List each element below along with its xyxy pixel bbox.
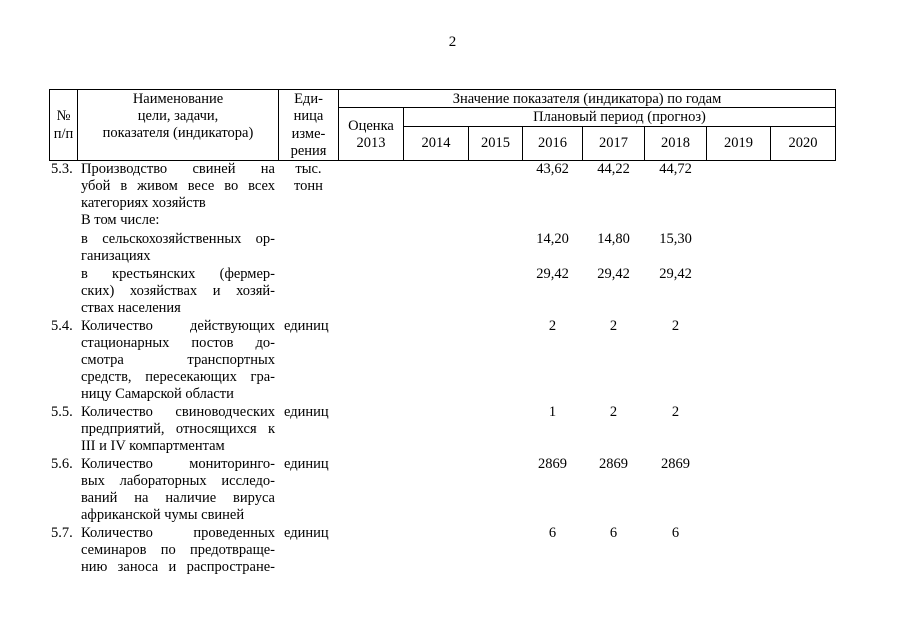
header-unit-line: рения bbox=[290, 143, 327, 159]
page-number: 2 bbox=[448, 34, 457, 50]
value-2017: 2869 bbox=[599, 456, 628, 472]
row-name-line: вых лабораторных исследо- bbox=[81, 473, 275, 489]
value-2018: 2 bbox=[671, 404, 680, 420]
value-2018: 15,30 bbox=[659, 231, 692, 247]
header-year: 2017 bbox=[599, 135, 628, 151]
value-2017: 29,42 bbox=[597, 266, 630, 282]
row-number: 5.4. bbox=[51, 318, 73, 334]
header-year: 2015 bbox=[481, 135, 510, 151]
row-name-line: Количество мониторинго- bbox=[81, 456, 275, 472]
row-name-line: африканской чумы свиней bbox=[81, 507, 245, 523]
row-unit: единиц bbox=[284, 318, 329, 334]
value-2018: 29,42 bbox=[659, 266, 692, 282]
value-2017: 2 bbox=[609, 318, 618, 334]
header-name-line: показателя (индикатора) bbox=[102, 125, 254, 141]
header-name-line: Наименование bbox=[132, 91, 224, 107]
row-name-line: В том числе: bbox=[81, 212, 160, 228]
header-values-title: Значение показателя (индикатора) по годам bbox=[452, 91, 722, 107]
row-name-line: Производство свиней на bbox=[81, 161, 275, 177]
header-unit-line: ница bbox=[293, 108, 324, 124]
row-name-line: в крестьянских (фермер- bbox=[81, 266, 275, 282]
header-year: 2018 bbox=[661, 135, 690, 151]
value-2017: 14,80 bbox=[597, 231, 630, 247]
header-estimate-line: Оценка bbox=[348, 118, 394, 134]
header-year: 2014 bbox=[421, 135, 451, 151]
value-2016: 2869 bbox=[538, 456, 567, 472]
row-name-line: ваний на наличие вируса bbox=[81, 490, 275, 506]
header-estimate-line: 2013 bbox=[356, 135, 386, 151]
header-num-line: № bbox=[56, 108, 71, 124]
row-name-line: стационарных постов до- bbox=[81, 335, 275, 351]
row-name-line: III и IV компартментам bbox=[81, 438, 225, 454]
row-name-line: категориях хозяйств bbox=[81, 195, 206, 211]
row-name-line: в сельскохозяйственных ор- bbox=[81, 231, 275, 247]
row-unit: единиц bbox=[284, 404, 329, 420]
value-2018: 6 bbox=[671, 525, 680, 541]
header-year: 2020 bbox=[788, 135, 818, 151]
value-2016: 29,42 bbox=[536, 266, 569, 282]
row-name-line: ницу Самарской области bbox=[81, 386, 234, 402]
value-2018: 44,72 bbox=[659, 161, 692, 177]
header-planned-period: Плановый период (прогноз) bbox=[533, 109, 706, 125]
value-2017: 6 bbox=[609, 525, 618, 541]
value-2016: 6 bbox=[548, 525, 557, 541]
row-name-line: убой в живом весе во всех bbox=[81, 178, 275, 194]
row-name-line: средств, пересекающих гра- bbox=[81, 369, 275, 385]
row-unit: единиц bbox=[284, 456, 329, 472]
value-2016: 2 bbox=[548, 318, 557, 334]
value-2017: 2 bbox=[609, 404, 618, 420]
row-name-line: ганизациях bbox=[81, 248, 151, 264]
row-number: 5.3. bbox=[51, 161, 73, 177]
row-number: 5.5. bbox=[51, 404, 73, 420]
row-name-line: ских) хозяйствах и хозяй- bbox=[81, 283, 275, 299]
row-name-line: семинаров по предотвраще- bbox=[81, 542, 275, 558]
header-num-line: п/п bbox=[53, 126, 74, 142]
row-name-line: нию заноса и распростране- bbox=[81, 559, 275, 575]
table-top-border bbox=[49, 89, 836, 90]
row-name-line: смотра транспортных bbox=[81, 352, 275, 368]
row-name-line: предприятий, относящихся к bbox=[81, 421, 275, 437]
row-number: 5.7. bbox=[51, 525, 73, 541]
header-unit-line: изме- bbox=[291, 126, 326, 142]
table-right-border bbox=[835, 89, 836, 161]
row-name-line: Количество проведенных bbox=[81, 525, 275, 541]
header-name-line: цели, задачи, bbox=[137, 108, 219, 124]
header-year: 2019 bbox=[724, 135, 753, 151]
value-2018: 2 bbox=[671, 318, 680, 334]
row-unit-line: тонн bbox=[294, 178, 323, 194]
value-2016: 43,62 bbox=[536, 161, 569, 177]
header-unit-line: Еди- bbox=[294, 91, 323, 107]
row-number: 5.6. bbox=[51, 456, 73, 472]
row-name-line: ствах населения bbox=[81, 300, 181, 316]
value-2018: 2869 bbox=[661, 456, 690, 472]
value-2017: 44,22 bbox=[597, 161, 630, 177]
row-unit-line: тыс. bbox=[295, 161, 322, 177]
table-left-border bbox=[49, 89, 50, 161]
row-name-line: Количество свиноводческих bbox=[81, 404, 275, 420]
row-name-line: Количество действующих bbox=[81, 318, 275, 334]
value-2016: 1 bbox=[548, 404, 557, 420]
row-unit: единиц bbox=[284, 525, 329, 541]
header-year: 2016 bbox=[538, 135, 567, 151]
value-2016: 14,20 bbox=[536, 231, 569, 247]
